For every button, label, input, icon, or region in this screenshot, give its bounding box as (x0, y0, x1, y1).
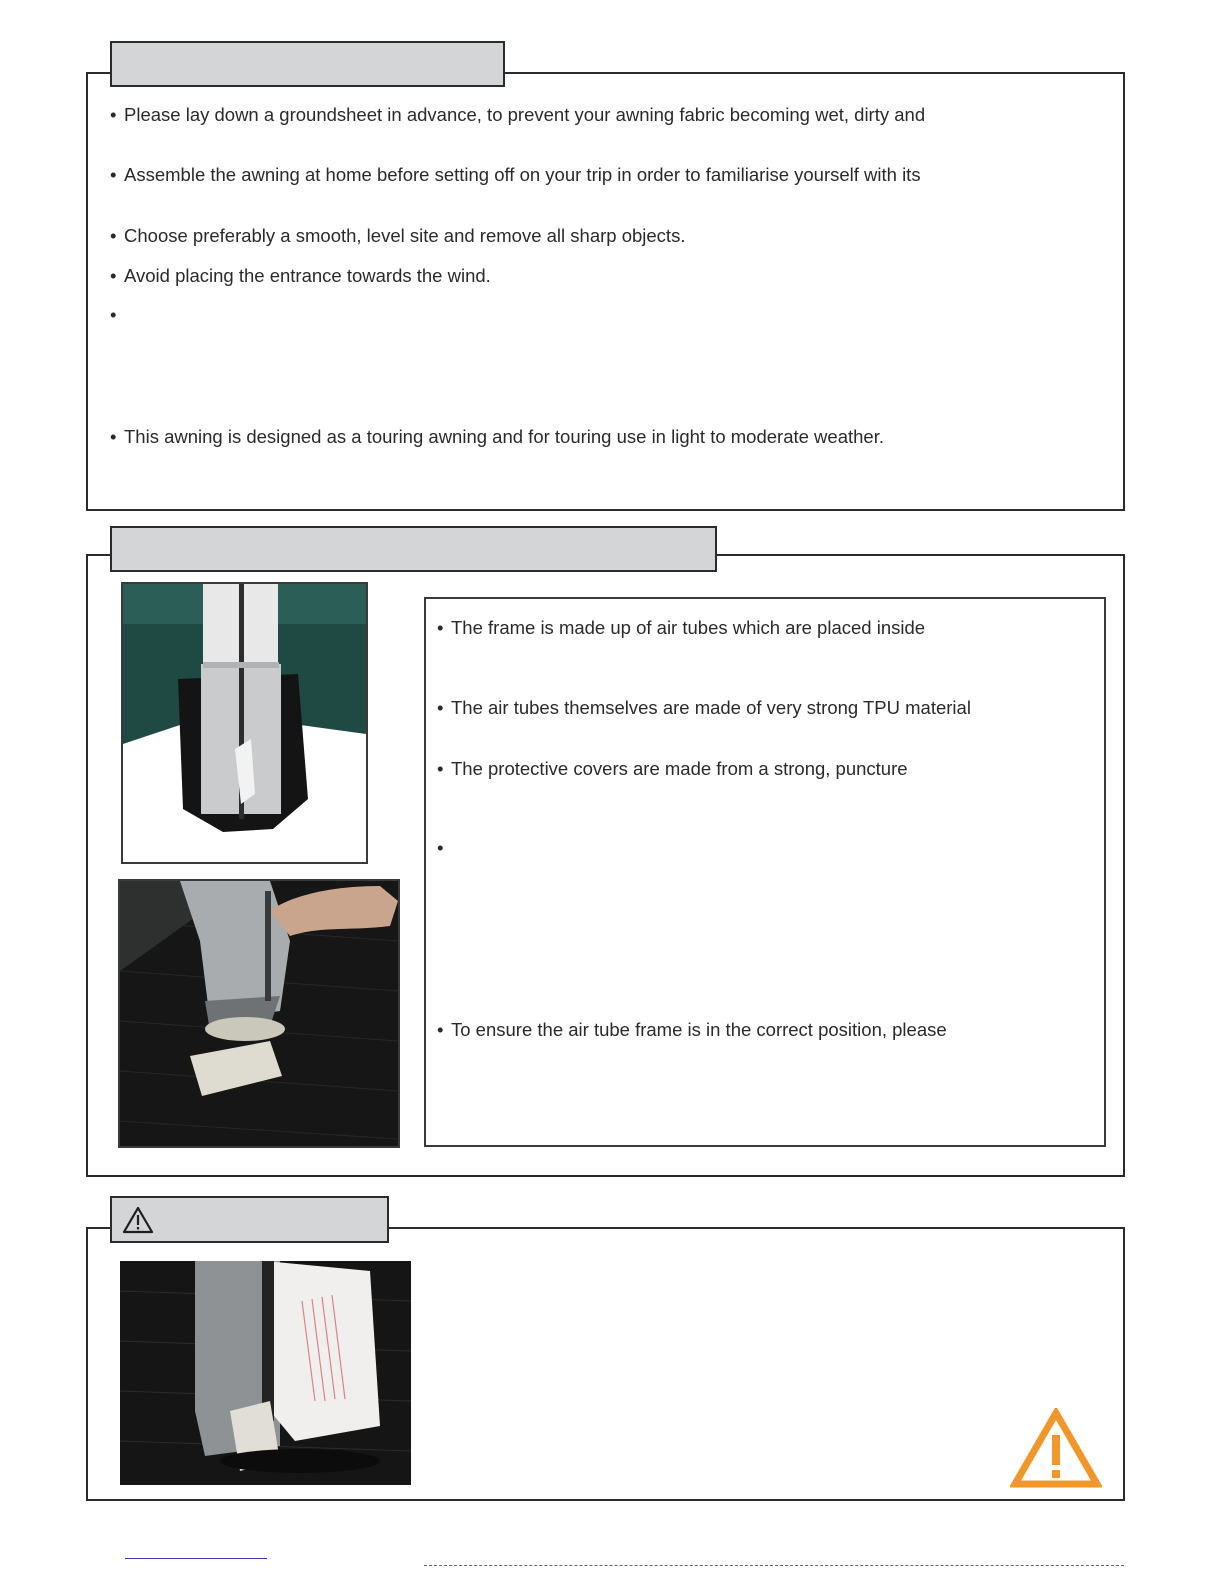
tube-cover-photo (118, 879, 400, 1148)
bullet-glyph: • (110, 265, 117, 286)
list-item: • The frame is made up of air tubes which are placed inside (437, 617, 926, 638)
bullet-glyph: • (437, 617, 444, 638)
bullet-glyph: • (110, 164, 117, 185)
list-item: • Assemble the awning at home before setting off on your trip in order to familiarise yourself with its (110, 164, 921, 185)
frame-info-box (424, 597, 1106, 1147)
bullet-glyph: • (110, 426, 117, 447)
list-item: • Avoid placing the entrance towards the wind. (110, 265, 491, 286)
bullet-glyph: • (437, 1019, 444, 1040)
list-item: • To ensure the air tube frame is in the correct position, please (437, 1019, 947, 1040)
bullet-glyph: • (437, 697, 444, 718)
frame-tab (110, 526, 717, 572)
footer-rule (125, 1558, 267, 1560)
warning-triangle-icon (122, 1206, 154, 1234)
list-item (437, 837, 451, 859)
list-item: • Please lay down a groundsheet in advance, to prevent your awning fabric becoming wet, dirty and (110, 104, 926, 125)
footer-rule (424, 1565, 1124, 1567)
list-item: • The air tubes themselves are made of very strong TPU material (437, 697, 971, 718)
bullet-glyph: • (437, 837, 444, 858)
zip-label-photo (120, 1261, 411, 1485)
list-item: • The protective covers are made from a strong, puncture (437, 758, 908, 779)
warning-tab (110, 1196, 389, 1243)
list-item (110, 304, 124, 326)
general-tips-tab (110, 41, 505, 87)
list-item: • This awning is designed as a touring awning and for touring use in light to moderate weather. (110, 426, 884, 447)
warning-triangle-icon (1010, 1408, 1102, 1488)
air-tube-illustration (123, 584, 366, 862)
zip-label-illustration (120, 1261, 411, 1485)
list-item: • Choose preferably a smooth, level site and remove all sharp objects. (110, 225, 686, 246)
bullet-glyph: • (437, 758, 444, 779)
bullet-glyph: • (110, 104, 117, 125)
air-tube-photo (121, 582, 368, 864)
tube-cover-illustration (120, 881, 398, 1146)
bullet-glyph: • (110, 225, 117, 246)
bullet-glyph: • (110, 304, 117, 325)
